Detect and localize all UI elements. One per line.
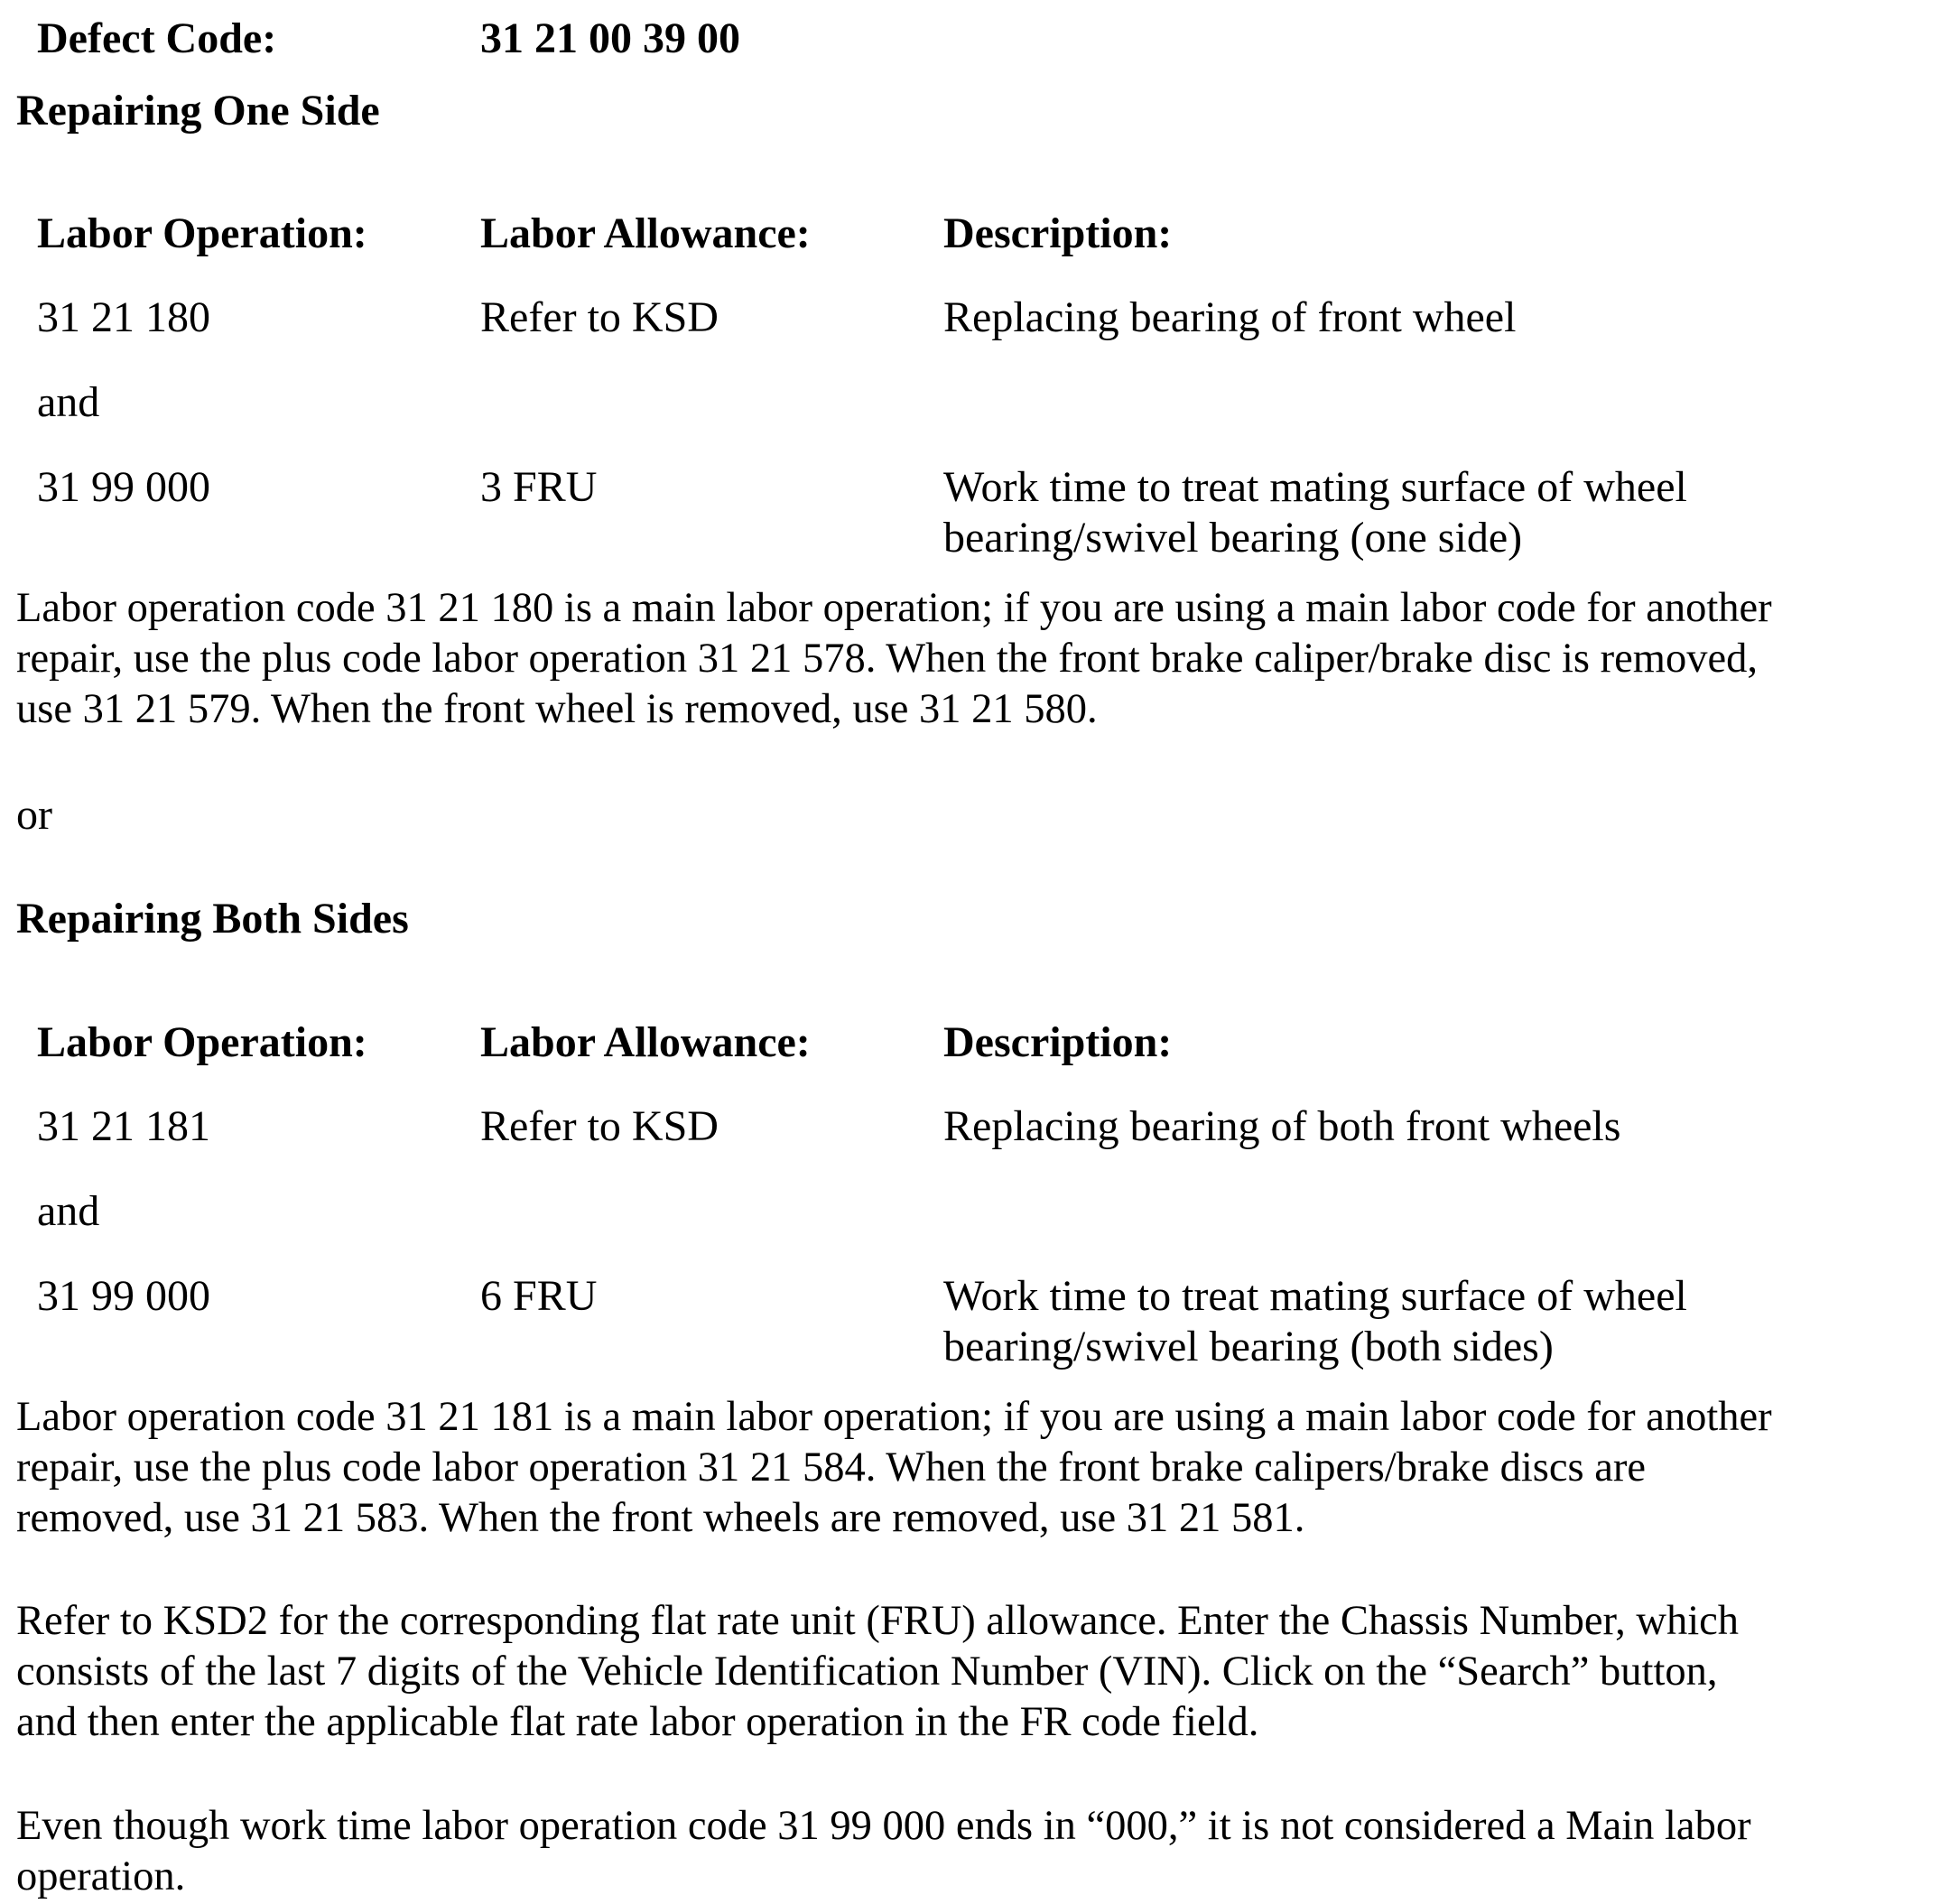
work-time-note-line: operation. bbox=[16, 1853, 186, 1899]
section-one-header-operation: Labor Operation: bbox=[37, 209, 367, 257]
section-two-row1-allowance: Refer to KSD bbox=[480, 1102, 719, 1150]
section-one-title: Repairing One Side bbox=[16, 87, 380, 135]
section-one-row2-description-line2: bearing/swivel bearing (one side) bbox=[943, 514, 1523, 562]
section-one-row2-operation: 31 99 000 bbox=[37, 463, 210, 511]
work-time-note-line: Even though work time labor operation code 31 99 000 ends in “000,” it is not considered a Main labor bbox=[16, 1803, 1751, 1849]
defect-code-value: 31 21 00 39 00 bbox=[480, 14, 740, 62]
section-two-connector: and bbox=[37, 1187, 100, 1235]
section-two-row2-allowance: 6 FRU bbox=[480, 1272, 598, 1320]
section-one-row1-allowance: Refer to KSD bbox=[480, 293, 719, 341]
section-two-header-operation: Labor Operation: bbox=[37, 1018, 367, 1066]
section-two-note-line: removed, use 31 21 583. When the front wheels are removed, use 31 21 581. bbox=[16, 1495, 1305, 1541]
section-one-note-line: Labor operation code 31 21 180 is a main labor operation; if you are using a main labor code for another bbox=[16, 585, 1772, 631]
section-one-header-description: Description: bbox=[943, 209, 1173, 257]
or-text: or bbox=[16, 791, 52, 839]
section-one-row1-operation: 31 21 180 bbox=[37, 293, 210, 341]
section-one-note-line: repair, use the plus code labor operation 31 21 578. When the front brake caliper/brake disc is removed, bbox=[16, 636, 1758, 682]
section-two-row2-operation: 31 99 000 bbox=[37, 1272, 210, 1320]
ksd2-note-line: and then enter the applicable flat rate labor operation in the FR code field. bbox=[16, 1699, 1259, 1745]
section-two-row1-description: Replacing bearing of both front wheels bbox=[943, 1102, 1621, 1150]
section-one-header-allowance: Labor Allowance: bbox=[480, 209, 811, 257]
ksd2-note-line: consists of the last 7 digits of the Vehicle Identification Number (VIN). Click on the “Search” button, bbox=[16, 1649, 1718, 1695]
section-two-note bbox=[16, 1392, 1926, 1544]
ksd2-note bbox=[16, 1596, 1926, 1748]
section-two-row1-operation: 31 21 181 bbox=[37, 1102, 210, 1150]
section-two-title: Repairing Both Sides bbox=[16, 895, 409, 943]
section-two-note-line: repair, use the plus code labor operation 31 21 584. When the front brake calipers/brake discs are bbox=[16, 1444, 1646, 1491]
section-two-row2-description-line1: Work time to treat mating surface of wheel bbox=[943, 1272, 1687, 1320]
defect-code-label: Defect Code: bbox=[37, 14, 277, 62]
section-two-row2-description-line2: bearing/swivel bearing (both sides) bbox=[943, 1323, 1554, 1370]
section-one-note bbox=[16, 583, 1926, 735]
work-time-note bbox=[16, 1801, 1926, 1902]
section-one-row2-description-line1: Work time to treat mating surface of wheel bbox=[943, 463, 1687, 511]
ksd2-note-line: Refer to KSD2 for the corresponding flat rate unit (FRU) allowance. Enter the Chassis Number, which bbox=[16, 1598, 1740, 1644]
section-one-connector: and bbox=[37, 378, 100, 426]
section-one-note-line: use 31 21 579. When the front wheel is removed, use 31 21 580. bbox=[16, 686, 1098, 732]
section-two-header-description: Description: bbox=[943, 1018, 1173, 1066]
section-one-row2-allowance: 3 FRU bbox=[480, 463, 598, 511]
section-two-header-allowance: Labor Allowance: bbox=[480, 1018, 811, 1066]
section-two-note-line: Labor operation code 31 21 181 is a main labor operation; if you are using a main labor code for another bbox=[16, 1394, 1772, 1440]
section-one-row1-description: Replacing bearing of front wheel bbox=[943, 293, 1517, 341]
